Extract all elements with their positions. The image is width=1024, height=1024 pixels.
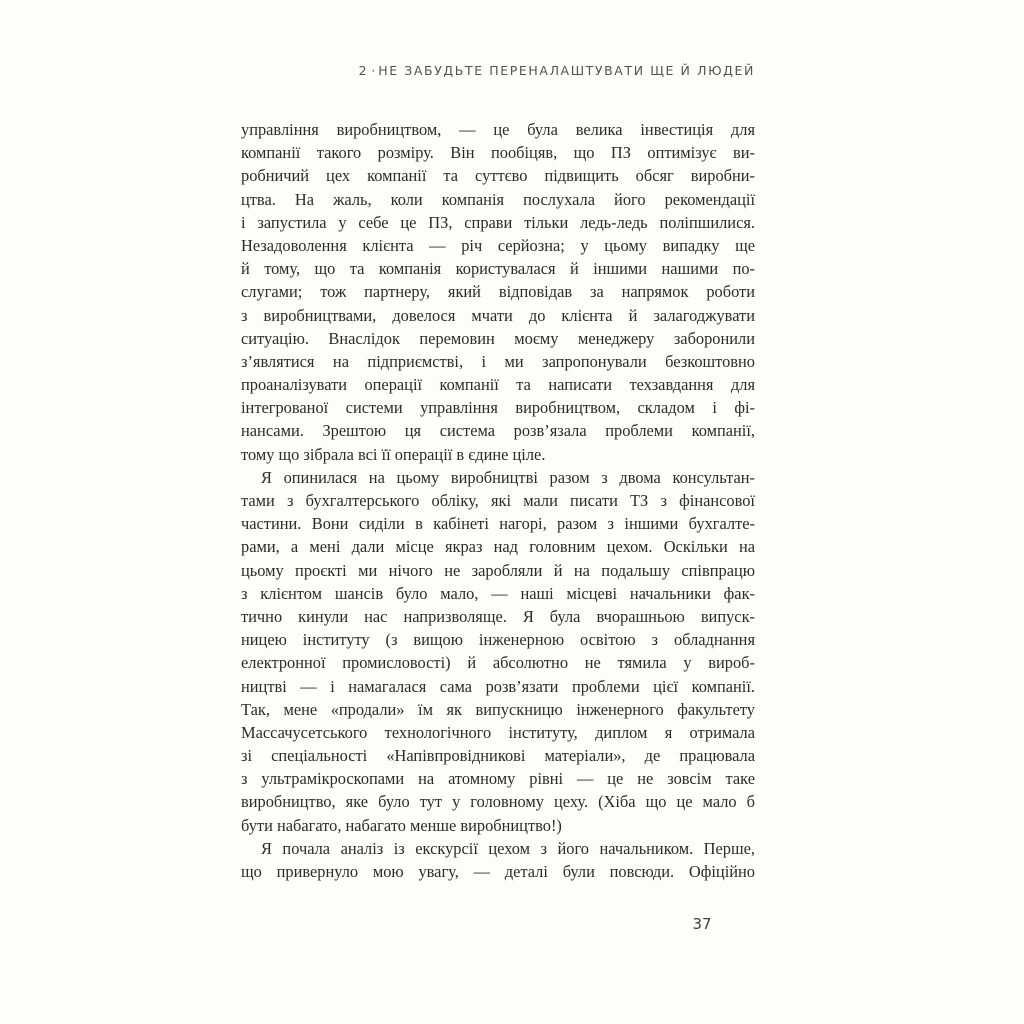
text-line: Я почала аналіз із екскурсії цехом з його начальником. Перше, — [261, 838, 755, 858]
text-line: що привернуло мою увагу, — деталі були повсюди. Офіційно — [241, 862, 755, 881]
text-line: слугами; тож партнеру, який відповідав за напрямок роботи — [241, 282, 755, 302]
running-header — [241, 63, 755, 78]
text-line: зі спеціальності «Напівпровідникові матеріали», де працювала — [241, 746, 755, 766]
text-line: з виробництвами, довелося мчати до клієнта й залагоджувати — [241, 305, 755, 325]
text-line: тично кинули нас напризволяще. Я була вчорашньою випуск- — [241, 606, 755, 626]
text-line: управління виробництвом, — це була велика інвестиція для — [241, 120, 755, 139]
text-line: робничий цех компанії та суттєво підвищить обсяг виробни- — [241, 166, 755, 186]
text-line: нансами. Зрештою ця система розв’язала проблеми компанії, — [241, 421, 755, 441]
page-body-text — [241, 118, 755, 883]
text-line: компанії такого розміру. Він пообіцяв, що ПЗ оптимізує ви- — [241, 143, 755, 163]
text-line: інтегрованої системи управління виробництвом, складом і фі- — [241, 398, 755, 418]
text-line: бути набагато, набагато менше виробництво!) — [241, 815, 562, 835]
text-line: частини. Вони сиділи в кабінеті нагорі, разом з іншими бухгалте- — [241, 514, 755, 534]
header-separator-icon: · — [371, 63, 376, 78]
text-line: проаналізувати операції компанії та написати техзавдання для — [241, 375, 755, 395]
text-line: цтва. На жаль, коли компанія послухала його рекомендації — [241, 189, 755, 209]
text-line: електронної промисловості) й абсолютно не тямила у вироб- — [241, 653, 755, 673]
text-line: ницею інституту (з вищою інженерною освітою з обладнання — [241, 630, 755, 650]
text-line: й тому, що та компанія користувалася й іншими нашими по- — [241, 259, 755, 279]
text-line: з ультрамікроскопами на атомному рівні — це не зовсім таке — [241, 769, 755, 789]
text-line: і запустила у себе це ПЗ, справи тільки ледь-ледь поліпшилися. — [241, 212, 755, 232]
text-line: ництві — і намагалася сама розв’язати проблеми цієї компанії. — [241, 676, 755, 696]
text-line: цьому проєкті ми нічого не заробляли й на подальшу співпрацю — [241, 560, 755, 580]
text-line: Я опинилася на цьому виробництві разом з двома консультан- — [261, 467, 755, 487]
text-line: ситуацію. Внаслідок перемовин моєму менеджеру заборонили — [241, 328, 755, 348]
text-line: рами, а мені дали місце якраз над головним цехом. Оскільки на — [241, 537, 755, 557]
text-line: тому що зібрала всі її операції в єдине ціле. — [241, 444, 546, 464]
page-number: 37 — [692, 915, 712, 933]
text-line: Массачусетського технологічного інституту, диплом я отримала — [241, 722, 755, 742]
chapter-title: НЕ ЗАБУДЬТЕ ПЕРЕНАЛАШТУВАТИ ЩЕ Й ЛЮДЕЙ — [378, 63, 755, 78]
text-line: з клієнтом шансів було мало, — наші місцеві начальники фак- — [241, 583, 755, 603]
chapter-number: 2 — [358, 63, 369, 78]
text-line: виробництво, яке було тут у головному цеху. (Хіба що це мало б — [241, 792, 755, 812]
text-line: з’являтися на підприємстві, і ми запропонували безкоштовно — [241, 351, 755, 371]
text-line: Так, мене «продали» їм як випускницю інженерного факультету — [241, 699, 755, 719]
text-line: Незадоволення клієнта — річ серйозна; у цьому випадку ще — [241, 235, 755, 255]
text-line: тами з бухгалтерського обліку, які мали писати ТЗ з фінансової — [241, 491, 755, 510]
